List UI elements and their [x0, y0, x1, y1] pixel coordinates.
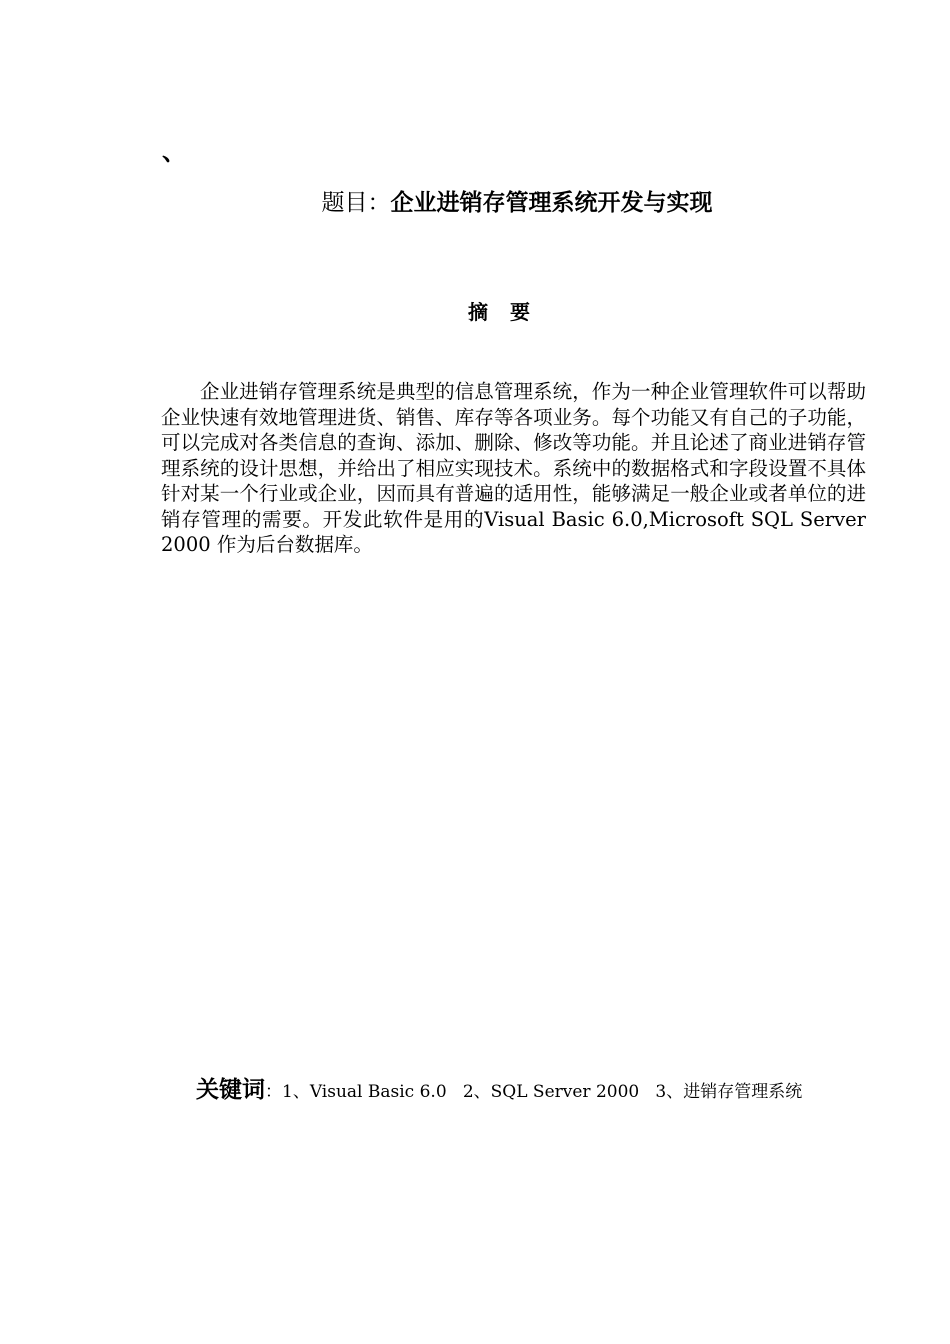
keywords-items: 1、Visual Basic 6.0 2、SQL Server 2000 3、进销存管理系统: [282, 1082, 803, 1102]
keywords-colon: ：: [265, 1082, 282, 1102]
title-main: 企业进销存管理系统开发与实现: [390, 189, 713, 216]
document-mark: 、: [162, 137, 186, 166]
abstract-heading: 摘要: [468, 300, 552, 324]
keywords-label: 关键词: [196, 1077, 265, 1103]
title-prefix: 题目：: [321, 190, 391, 216]
keywords-line: [196, 1074, 876, 1108]
document-title: [0, 188, 950, 218]
abstract-body: 企业进销存管理系统是典型的信息管理系统，作为一种企业管理软件可以帮助企业快速有效地管理进货、销售、库存等各项业务。每个功能又有自己的子功能，可以完成对各类信息的查询、添加、删除、修改等功能。并且论述了商业进销存管理系统的设计思想，并给出了相应实现技术。系统中的数据格式和字段设置不具体针对某一个行业或企业，因而具有普遍的适用性，能够满足一般企业或者单位的进销存管理的需要。开发此软件是用的Visual Basic 6.0,Microsoft SQL Server 2000 作为后台数据库。: [161, 380, 866, 556]
